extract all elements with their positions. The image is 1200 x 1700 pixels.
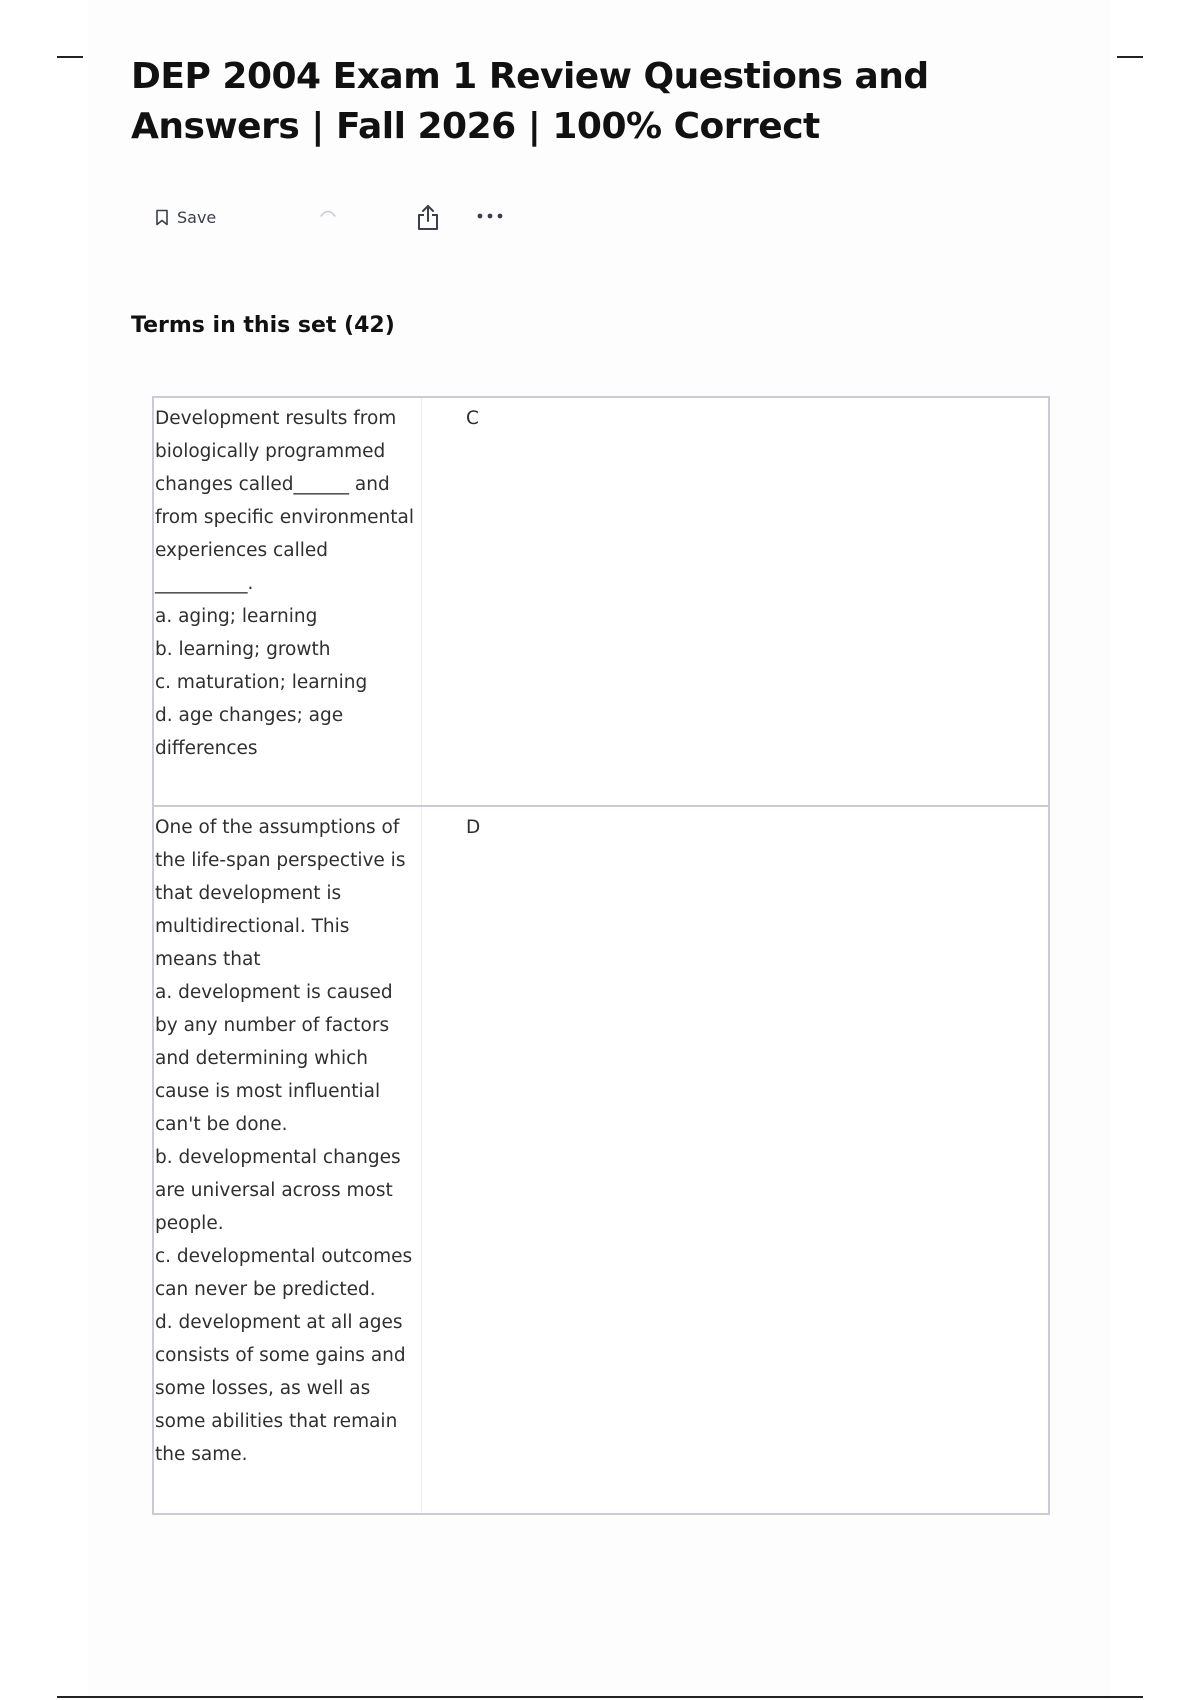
page-title: DEP 2004 Exam 1 Review Questions and Answers | Fall 2026 | 100% Correct bbox=[131, 56, 929, 147]
term-text: Development results from biologically programmed changes called______ and from specific environmental experiences called __________. a. aging; learning b. learning; growth c. maturation; learning d. age changes; age differences bbox=[154, 398, 422, 805]
save-button-label: Save bbox=[177, 208, 217, 227]
page-bottom-rule bbox=[57, 1696, 1143, 1698]
crop-mark-right bbox=[1117, 56, 1143, 58]
bookmark-icon bbox=[155, 209, 169, 226]
spinner-icon bbox=[317, 206, 339, 218]
term-row bbox=[154, 807, 1048, 1513]
toolbar bbox=[155, 204, 515, 238]
more-options-icon[interactable] bbox=[476, 212, 504, 220]
term-row bbox=[154, 398, 1048, 807]
crop-mark-left bbox=[57, 56, 83, 58]
save-button[interactable] bbox=[155, 208, 216, 227]
terms-table bbox=[152, 396, 1050, 1515]
term-text: One of the assumptions of the life-span perspective is that development is multidirectional. This means that a. development is caused by any number of factors and determining which cause is most influential can't be done. b. developmental changes are universal across most people. c. developmental outcomes can never be predicted. d. development at all ages consists of some gains and some losses, as well as some abilities that remain the same. bbox=[154, 807, 422, 1513]
share-icon[interactable] bbox=[416, 204, 440, 232]
terms-heading: Terms in this set (42) bbox=[131, 313, 395, 338]
definition-text: D bbox=[466, 817, 481, 838]
definition-text: C bbox=[466, 408, 479, 429]
